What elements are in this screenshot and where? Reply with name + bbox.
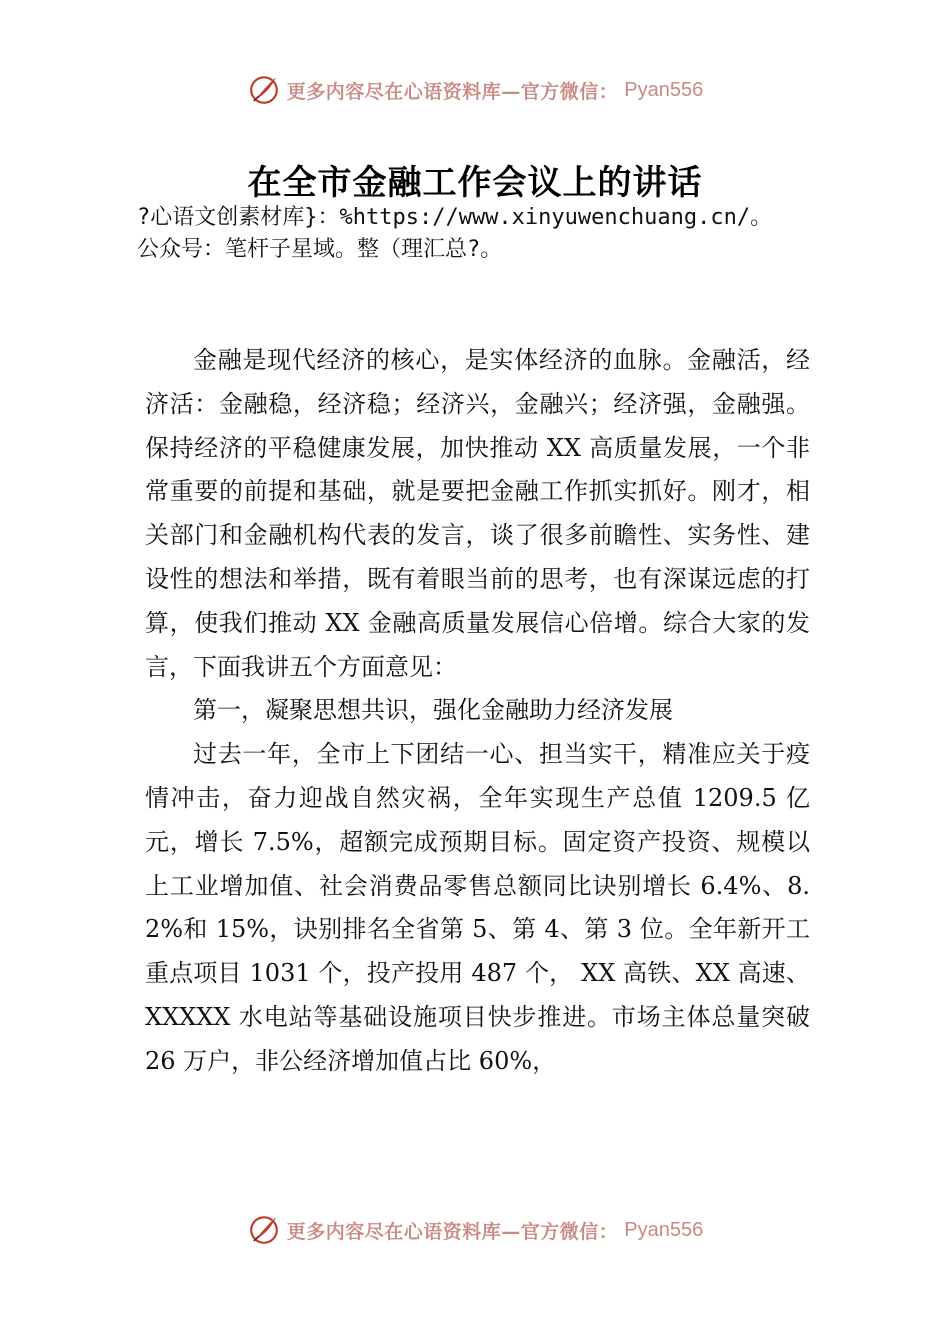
document-title: 在全市金融工作会议上的讲话 [247, 163, 703, 203]
source-line-account: 公众号：笔杆子星域。整（理汇总?。 [137, 237, 503, 262]
header-watermark-banner [0, 70, 950, 110]
document-body [145, 339, 810, 1084]
watermark-text: 更多内容尽在心语资料库—官方微信： [286, 80, 619, 103]
source-line-website: ?心语文创素材库}：%https://www.xinyuwenchuang.cn/。 [137, 205, 773, 230]
source-note [137, 202, 927, 266]
paragraph-intro: 金融是现代经济的核心，是实体经济的血脉。金融活，经济活：金融稳，经济稳；经济兴，金融兴；经济强，金融强。保持经济的平稳健康发展，加快推动 XX 高质量发展，一个非常重要的前提和基础，就是要把金融工作抓实抓好。刚才，相关部门和金融机构代表的发言，谈了很多前瞻性、实务性、建设性的想法和举措，既有着眼当前的思考，也有深谋远虑的打算，使我们推动 XX 金融高质量发展信心倍增。综合大家的发言，下面我讲五个方面意见： [145, 346, 810, 681]
footer-watermark-banner [0, 1210, 950, 1250]
watermark-text: 更多内容尽在心语资料库—官方微信： [286, 1220, 619, 1243]
wechat-id: Pyan556 [624, 78, 704, 101]
paragraph-review: 过去一年，全市上下团结一心、担当实干，精准应关于疫情冲击，奋力迎战自然灾祸，全年实现生产总值 1209.5 亿元，增长 7.5%，超额完成预期目标。固定资产投资、规模以上工业增加值、社会消费品零售总额同比诀别增长 6.4%、8.2%和 15%，诀别排名全省第 5、第 4、第 3 位。全年新开工重点项目 1031 个，投产投用 487 个， XX 高铁、XX 高速、XXXXX 水电站等基础设施项目快步推进。市场主体总量突破 26 万户，非公经济增加值占比 60%， [145, 740, 810, 1075]
section-heading-first: 第一，凝聚思想共识，强化金融助力经济发展 [193, 696, 673, 725]
quill-logo-icon [247, 73, 281, 107]
quill-logo-icon [247, 1213, 281, 1247]
wechat-id: Pyan556 [624, 1218, 704, 1241]
